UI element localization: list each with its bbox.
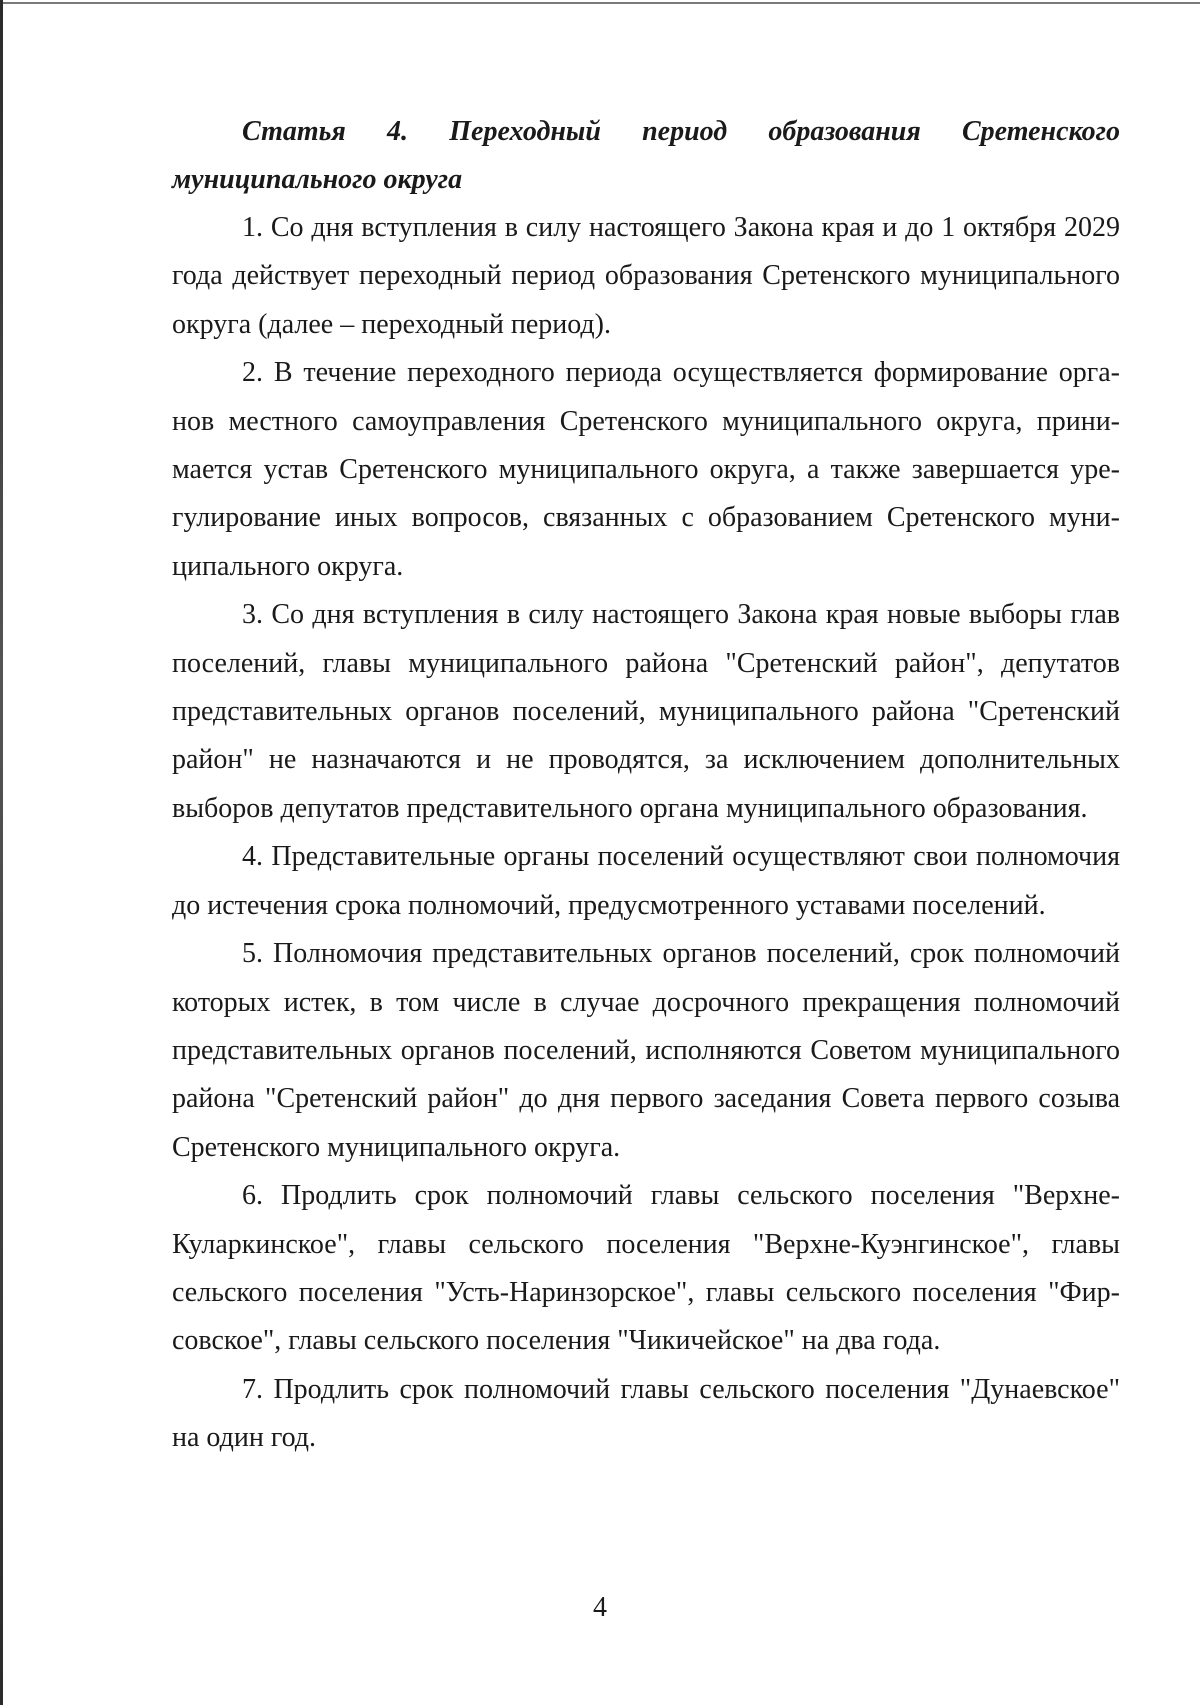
paragraph-1: 1. Со дня вступления в силу настоящего Закона края и до 1 октября 2029 года действует переходный период образования Сретенского муниципального округа (далее – переходный период). [172, 212, 1120, 340]
paragraph-2: 2. В течение переходного периода осуществляется формирование органов местного самоуправления Сретенского муниципального округа, принимается устав Сретенского муниципального округа, а также завершается урегулирование иных вопросов, связанных с образованием Сретенского муниципального округа. [172, 357, 1120, 582]
paragraph-4: 4. Представительные органы поселений осуществляют свои полномочия до истечения срока полномочий, предусмотренного уставами поселений. [172, 841, 1120, 921]
paragraph-7: 7. Продлить срок полномочий главы сельского поселения "Дунаевское" на один год. [172, 1373, 1120, 1454]
article-heading [172, 108, 1120, 204]
article-heading-line-1: Статья 4. Переходный период образования Сретенского [242, 116, 1120, 147]
page-number: 4 [593, 1592, 607, 1623]
article-heading-line-2: муниципального округа [172, 164, 463, 195]
scan-left-edge [0, 0, 3, 1705]
paragraph-6: 6. Продлить срок полномочий главы сельского поселения "Верхне-Куларкинское", главы сельского поселения "Верхне-Куэнгинское", главы сельского поселения "Усть-Наринзорское", главы сельского поселения "Фирсовское", главы сельского поселения "Чикичейское" на два года. [172, 1180, 1120, 1357]
paragraph-5: 5. Полномочия представительных органов поселений, срок полномочий которых истек, в том числе в случае досрочного прекращения полномочий представительных органов поселений, исполняются Советом муниципального района "Сретенский район" до дня первого заседания Совета первого созыва Сретенского муниципального округа. [172, 938, 1120, 1163]
scan-top-border [0, 2, 1200, 4]
document-page [172, 108, 1120, 1463]
paragraph-3: 3. Со дня вступления в силу настоящего Закона края новые выборы глав поселений, главы муниципального района "Сретенский район", депутатов представительных органов поселений, муниципального района "Сретенский район" не назначаются и не проводятся, за исключением дополнительных выборов депутатов представительного органа муниципального образования. [172, 599, 1120, 824]
